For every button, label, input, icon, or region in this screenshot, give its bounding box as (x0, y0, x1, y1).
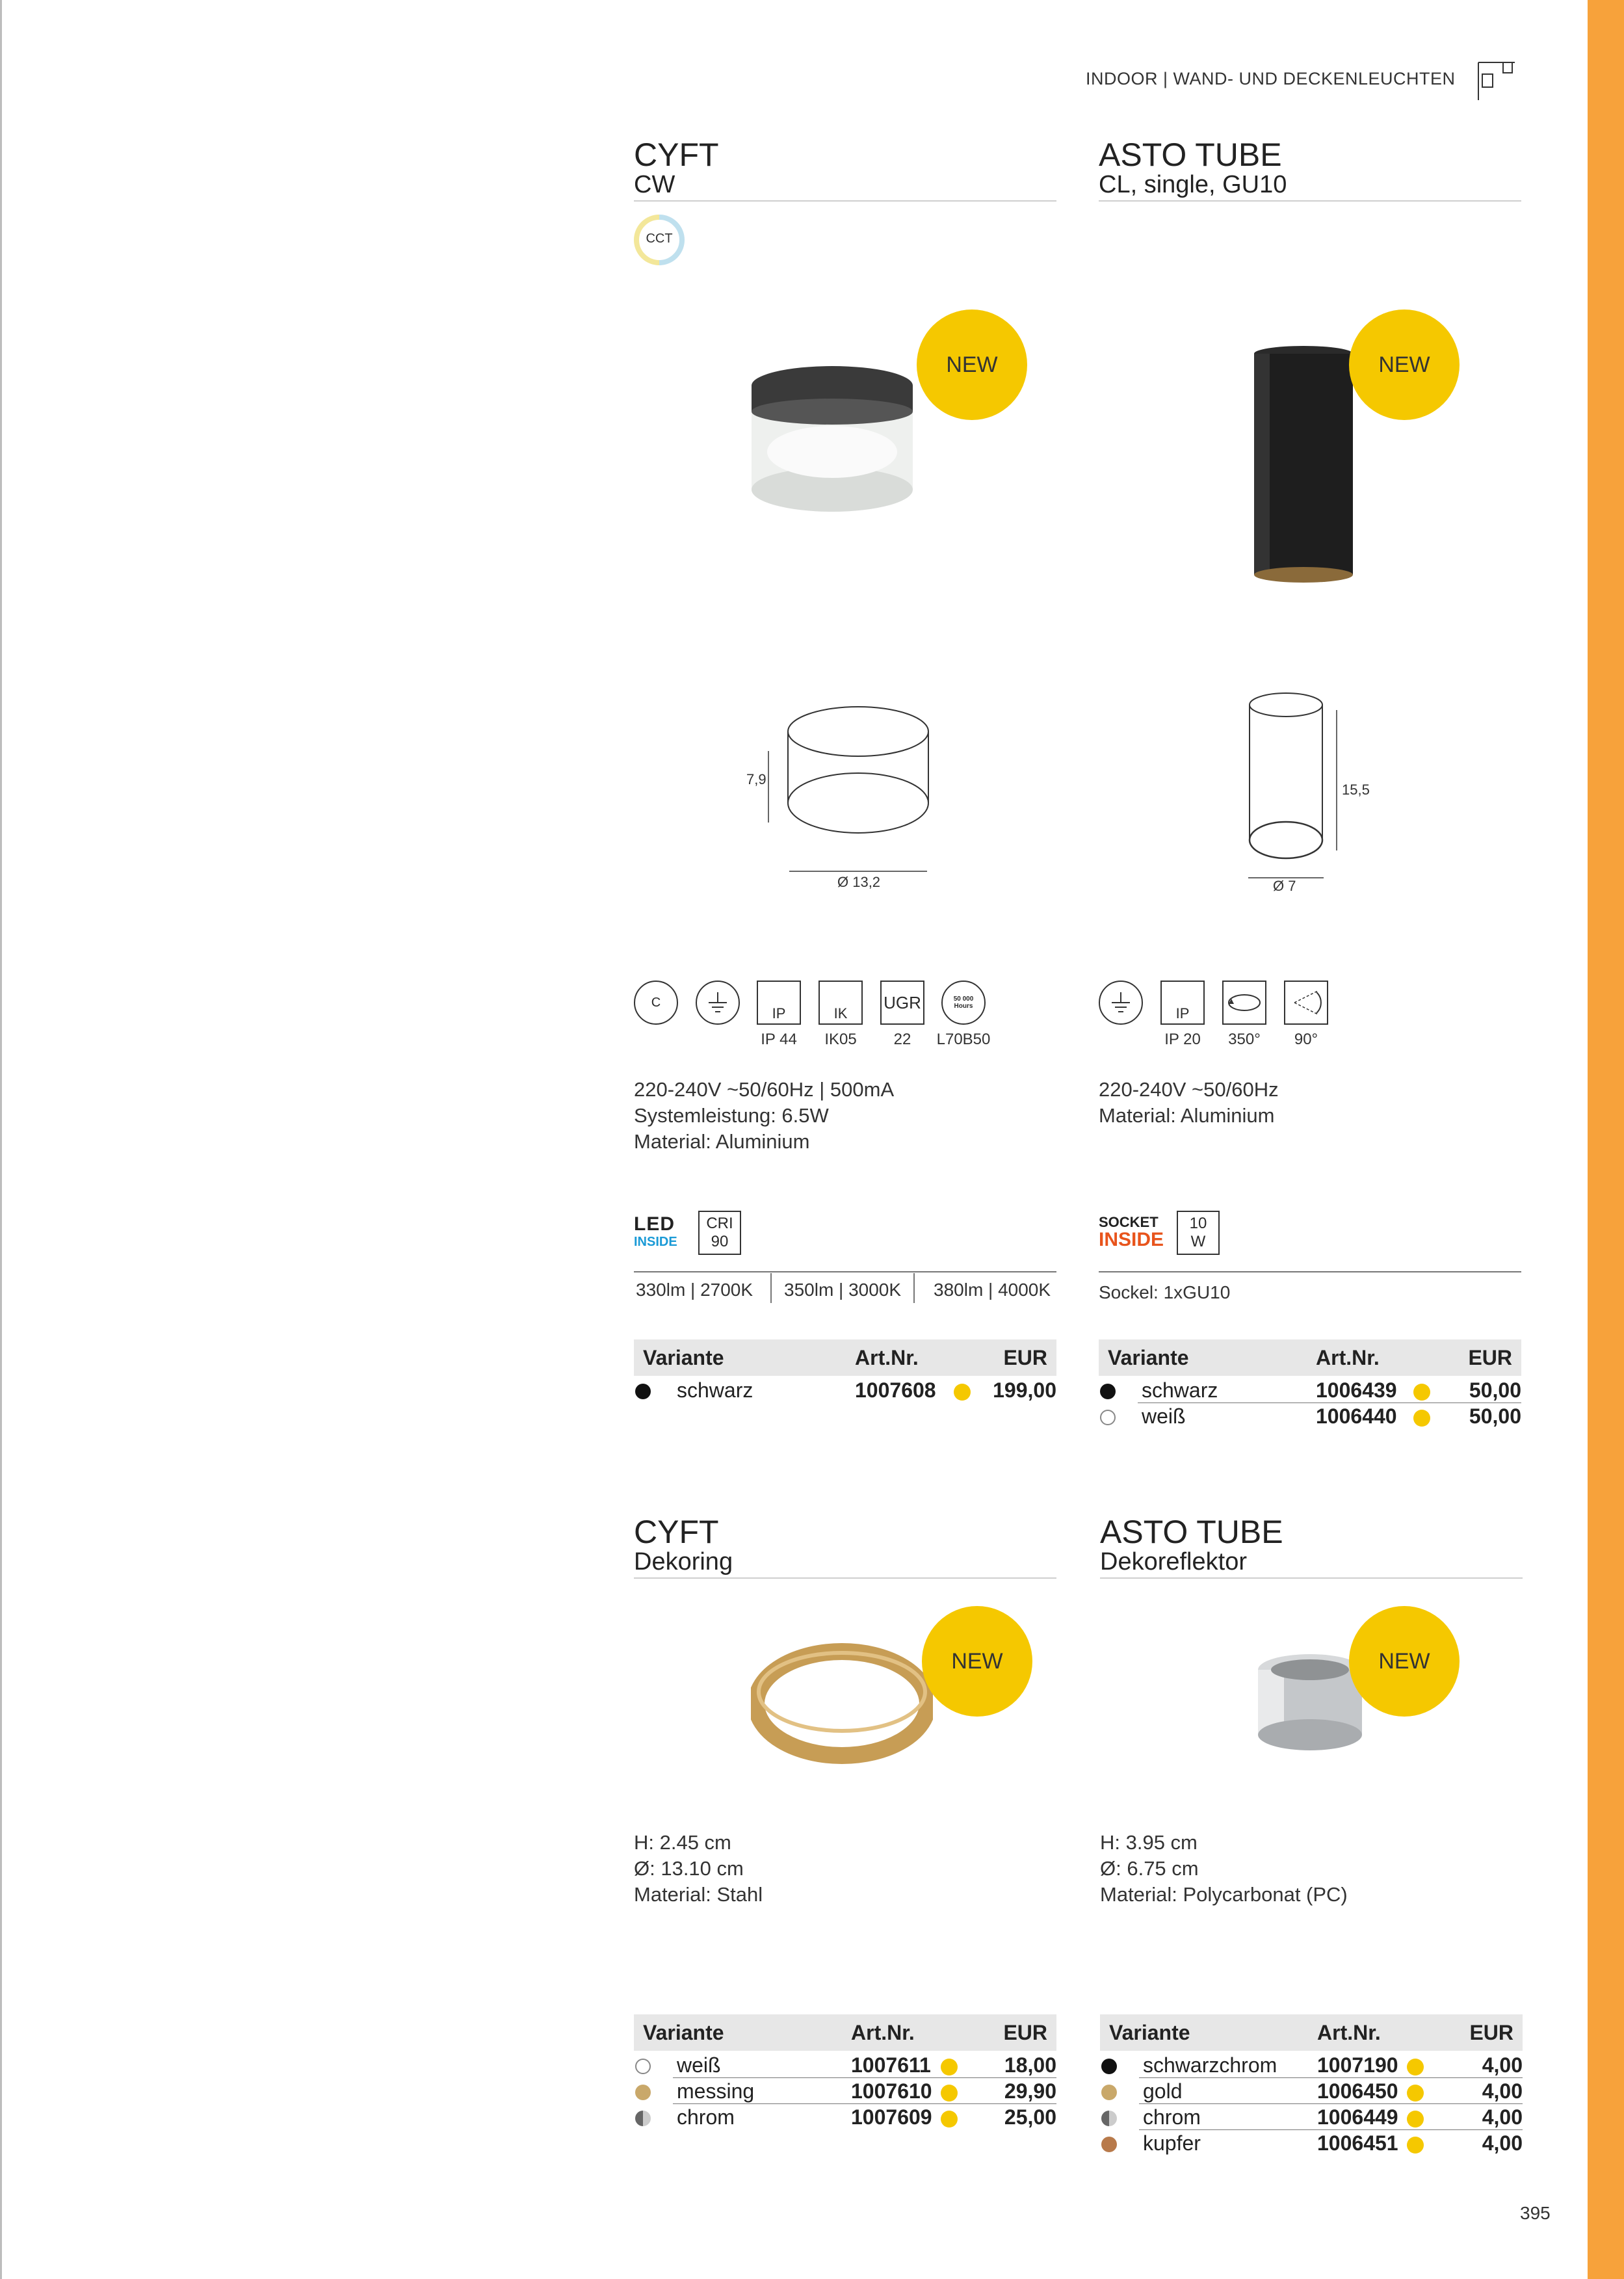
table-row: kupfer 1006451 4,00 (1100, 2130, 1523, 2156)
color-swatch (1100, 1410, 1116, 1425)
new-badge: NEW (917, 310, 1027, 420)
product-subtitle: Dekoring (634, 1548, 733, 1575)
height-dimension: 15,5 (1342, 782, 1370, 798)
new-badge: NEW (922, 1606, 1032, 1717)
table-row: chrom 1007609 25,00 (634, 2104, 1056, 2130)
spec-list (1100, 1830, 1348, 1908)
lumen-option-2: 350lm | 3000K (784, 1280, 902, 1300)
lumen-option-3: 380lm | 4000K (934, 1280, 1051, 1300)
ugr-label: 22 (893, 1031, 911, 1048)
dekoring-product-photo (751, 1639, 933, 1769)
product-title: ASTO TUBE (1100, 1514, 1283, 1550)
ip-rating-icon: IP (757, 981, 801, 1025)
color-swatch (1100, 1384, 1116, 1399)
wattage-badge: 10 W (1177, 1211, 1220, 1255)
availability-dot (1407, 2137, 1424, 2154)
variant-table-header: Variante Art.Nr. EUR (1099, 1339, 1521, 1376)
spec-power: Systemleistung: 6.5W (634, 1104, 829, 1127)
spec-voltage: 220-240V ~50/60Hz | 500mA (634, 1078, 895, 1101)
product-title: ASTO TUBE (1099, 137, 1282, 173)
protection-class-icon (1099, 981, 1143, 1025)
product-cyft-cw (634, 138, 1056, 202)
rotation-icon (1222, 981, 1266, 1025)
tilt-label: 90° (1294, 1031, 1318, 1048)
ip-rating-label: IP 20 (1164, 1031, 1201, 1048)
height-dimension: 7,9 (746, 771, 766, 787)
product-title: CYFT (634, 1514, 719, 1550)
availability-dot (1407, 2111, 1424, 2128)
ip-rating-label: IP 44 (761, 1031, 797, 1048)
title-divider (634, 200, 1056, 202)
availability-dot (1413, 1410, 1430, 1427)
variant-table-header: Variante Art.Nr. EUR (634, 1339, 1056, 1376)
color-swatch (1101, 2111, 1117, 2126)
dimmable-icon: C (634, 981, 678, 1025)
socket-top-rule (1099, 1271, 1521, 1272)
accent-side-bar (1588, 0, 1624, 2279)
diameter-dimension: Ø 13,2 (837, 874, 881, 890)
new-badge: NEW (1349, 310, 1460, 420)
protection-class-icon (696, 981, 740, 1025)
availability-dot (1413, 1384, 1430, 1401)
title-divider (1100, 1577, 1523, 1579)
table-row: schwarzchrom 1007190 4,00 (1100, 2052, 1523, 2078)
ugr-icon: UGR (880, 981, 924, 1025)
lumen-option-1: 330lm | 2700K (636, 1280, 753, 1300)
spec-diameter: Ø: 13.10 cm (634, 1857, 744, 1880)
spec-material: Material: Aluminium (1099, 1104, 1275, 1127)
spec-material: Material: Polycarbonat (PC) (1100, 1883, 1348, 1906)
variant-table-header: Variante Art.Nr. EUR (634, 2014, 1056, 2051)
spec-diameter: Ø: 6.75 cm (1100, 1857, 1199, 1880)
availability-dot (941, 2085, 958, 2101)
lifetime-label: L70B50 (936, 1031, 991, 1048)
product-cyft-dekoring (634, 1515, 1056, 1579)
socket-inside-logo: SOCKET INSIDE (1099, 1214, 1164, 1250)
new-badge: NEW (1349, 1606, 1460, 1717)
product-subtitle: Dekoreflektor (1100, 1548, 1247, 1575)
page-number: 395 (1520, 2203, 1551, 2223)
lumen-separator (770, 1273, 772, 1303)
table-row: gold 1006450 4,00 (1100, 2078, 1523, 2104)
product-subtitle: CL, single, GU10 (1099, 171, 1287, 198)
cct-icon (634, 215, 685, 265)
product-title: CYFT (634, 137, 719, 173)
color-swatch (635, 2085, 651, 2100)
spec-list (1099, 1077, 1279, 1129)
ik-rating-label: IK05 (824, 1031, 857, 1048)
asto-tube-product-photo (1248, 345, 1359, 585)
table-row: schwarz 1006439 50,00 (1099, 1377, 1521, 1403)
availability-dot (1407, 2085, 1424, 2101)
socket-type: Sockel: 1xGU10 (1099, 1282, 1231, 1302)
table-row: chrom 1006449 4,00 (1100, 2104, 1523, 2130)
product-subtitle: CW (634, 171, 675, 198)
table-row: schwarz 1007608 199,00 (634, 1377, 1056, 1403)
led-inside-logo: LED INSIDE (634, 1213, 677, 1249)
color-swatch (635, 2111, 651, 2126)
wall-ceiling-light-icon (1477, 60, 1516, 103)
product-asto-tube-dekoreflektor (1100, 1515, 1523, 1579)
product-asto-tube-cl (1099, 138, 1521, 202)
spec-material: Material: Aluminium (634, 1130, 810, 1153)
diameter-dimension: Ø 7 (1273, 878, 1296, 894)
cri-badge: CRI 90 (698, 1211, 741, 1255)
cct-label: CCT (646, 231, 673, 246)
color-swatch (1101, 2137, 1117, 2152)
ip-rating-icon: IP (1160, 981, 1205, 1025)
color-swatch (635, 2059, 651, 2074)
availability-dot (941, 2059, 958, 2075)
cyft-product-photo (741, 354, 923, 536)
asto-tube-dimension-drawing (1235, 691, 1346, 892)
table-row: messing 1007610 29,90 (634, 2078, 1056, 2104)
spec-list (634, 1077, 894, 1155)
lifetime-icon: 50 000 Hours (941, 981, 986, 1025)
lumen-top-rule (634, 1271, 1056, 1272)
color-swatch (1101, 2085, 1117, 2100)
tilt-icon (1284, 981, 1328, 1025)
color-swatch (635, 1384, 651, 1399)
lumen-separator (913, 1273, 915, 1303)
availability-dot (941, 2111, 958, 2128)
color-swatch (1101, 2059, 1117, 2074)
spec-height: H: 3.95 cm (1100, 1831, 1198, 1854)
title-divider (634, 1577, 1056, 1579)
spec-height: H: 2.45 cm (634, 1831, 731, 1854)
page-left-border (0, 0, 2, 2279)
variant-table-header: Variante Art.Nr. EUR (1100, 2014, 1523, 2051)
title-divider (1099, 200, 1521, 202)
ik-rating-icon: IK (819, 981, 863, 1025)
category-header: INDOOR | WAND- UND DECKENLEUCHTEN (1086, 69, 1456, 88)
spec-material: Material: Stahl (634, 1883, 763, 1906)
table-row: weiß 1006440 50,00 (1099, 1403, 1521, 1429)
availability-dot (954, 1384, 971, 1401)
rotation-label: 350° (1228, 1031, 1261, 1048)
spec-voltage: 220-240V ~50/60Hz (1099, 1078, 1279, 1101)
spec-list (634, 1830, 763, 1908)
table-row: weiß 1007611 18,00 (634, 2052, 1056, 2078)
availability-dot (1407, 2059, 1424, 2075)
